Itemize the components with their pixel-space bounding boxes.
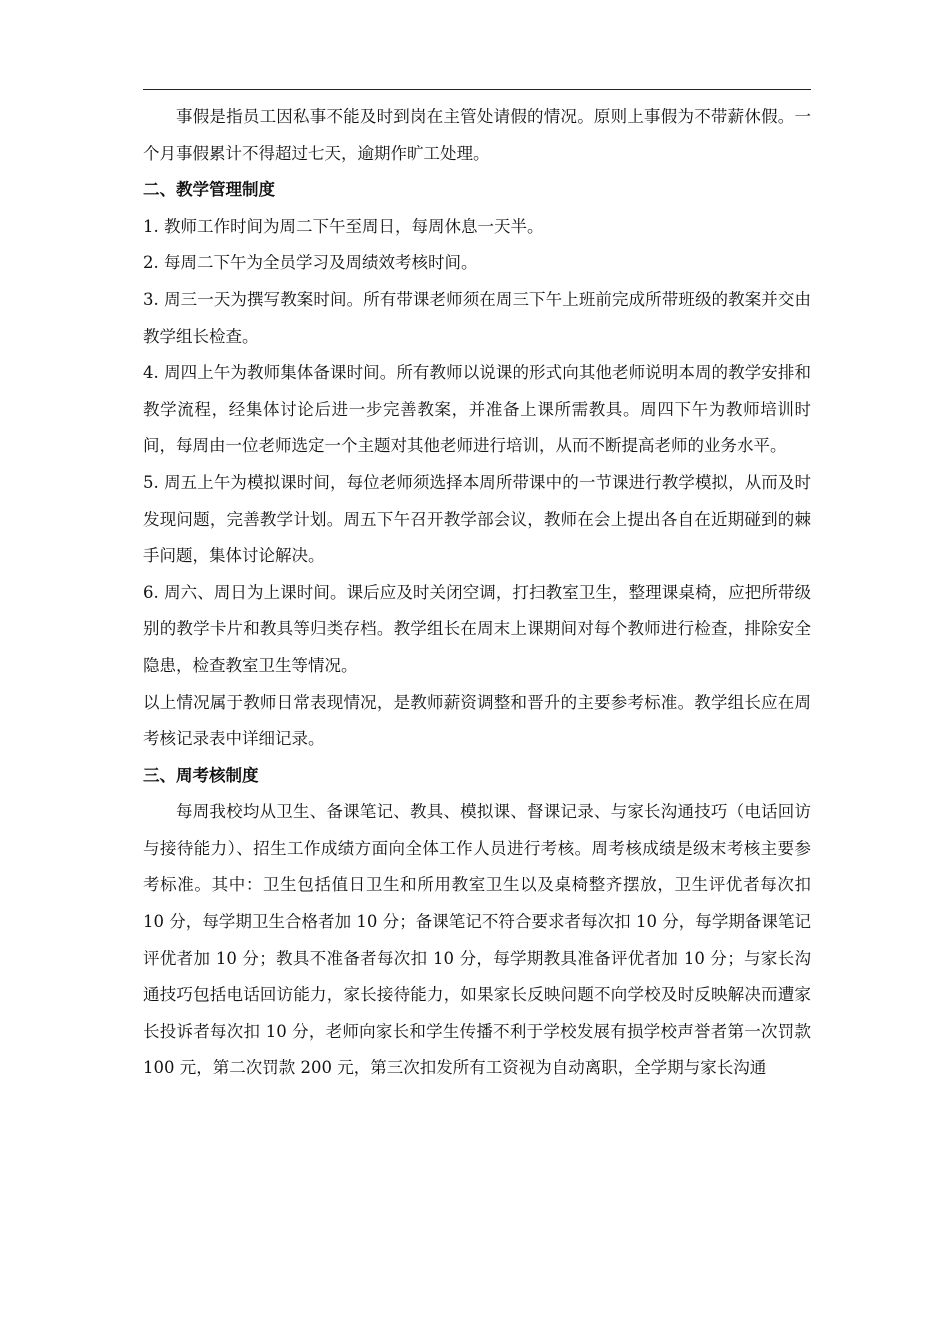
document-body	[143, 99, 811, 1087]
document-page	[143, 0, 811, 1344]
header-rule	[143, 89, 811, 90]
list-item-6: 6. 周六、周日为上课时间。课后应及时关闭空调，打扫教室卫生，整理课桌椅，应把所带级别的教学卡片和教具等归类存档。教学组长在周末上课期间对每个教师进行检查，排除安全隐患，检查教室卫生等情况。	[143, 582, 811, 675]
section-heading-teaching-management: 二、教学管理制度	[143, 180, 275, 200]
list-item-1: 1. 教师工作时间为周二下午至周日，每周休息一天半。	[143, 216, 544, 236]
paragraph-personal-leave: 事假是指员工因私事不能及时到岗在主管处请假的情况。原则上事假为不带薪休假。一个月事假累计不得超过七天，逾期作旷工处理。	[143, 107, 811, 163]
list-item-4: 4. 周四上午为教师集体备课时间。所有教师以说课的形式向其他老师说明本周的教学安排和教学流程，经集体讨论后进一步完善教案，并准备上课所需教具。周四下午为教师培训时间，每周由一位老师选定一个主题对其他老师进行培训，从而不断提高老师的业务水平。	[143, 363, 811, 456]
list-item-2: 2. 每周二下午为全员学习及周绩效考核时间。	[143, 253, 478, 273]
paragraph-summary: 以上情况属于教师日常表现情况，是教师薪资调整和晋升的主要参考标准。教学组长应在周考核记录表中详细记录。	[143, 692, 811, 749]
section-heading-weekly-assessment: 三、周考核制度	[143, 765, 259, 785]
list-item-3: 3. 周三一天为撰写教案时间。所有带课老师须在周三下午上班前完成所带班级的教案并交由教学组长检查。	[143, 289, 811, 346]
list-item-5: 5. 周五上午为模拟课时间，每位老师须选择本周所带课中的一节课进行教学模拟，从而及时发现问题，完善教学计划。周五下午召开教学部会议，教师在会上提出各自在近期碰到的棘手问题，集体讨论解决。	[143, 472, 811, 566]
paragraph-weekly-assessment: 每周我校均从卫生、备课笔记、教具、模拟课、督课记录、与家长沟通技巧（电话回访与接待能力）、招生工作成绩方面向全体工作人员进行考核。周考核成绩是级末考核主要参考标准。其中：卫生包括值日卫生和所用教室卫生以及桌椅整齐摆放，卫生评优者每次扣 10 分，每学期卫生合格者加 10 分；备课笔记不符合要求者每次扣 10 分，每学期备课笔记评优者加 10 分；教具不准备者每次扣 10 分，每学期教具准备评优者加 10 分；与家长沟通技巧包括电话回访能力，家长接待能力，如果家长反映问题不向学校及时反映解决而遭家长投诉者每次扣 10 分，老师向家长和学生传播不利于学校发展有损学校声誉者第一次罚款 100 元，第二次罚款 200 元，第三次扣发所有工资视为自动离职，全学期与家长沟通	[143, 802, 811, 1078]
